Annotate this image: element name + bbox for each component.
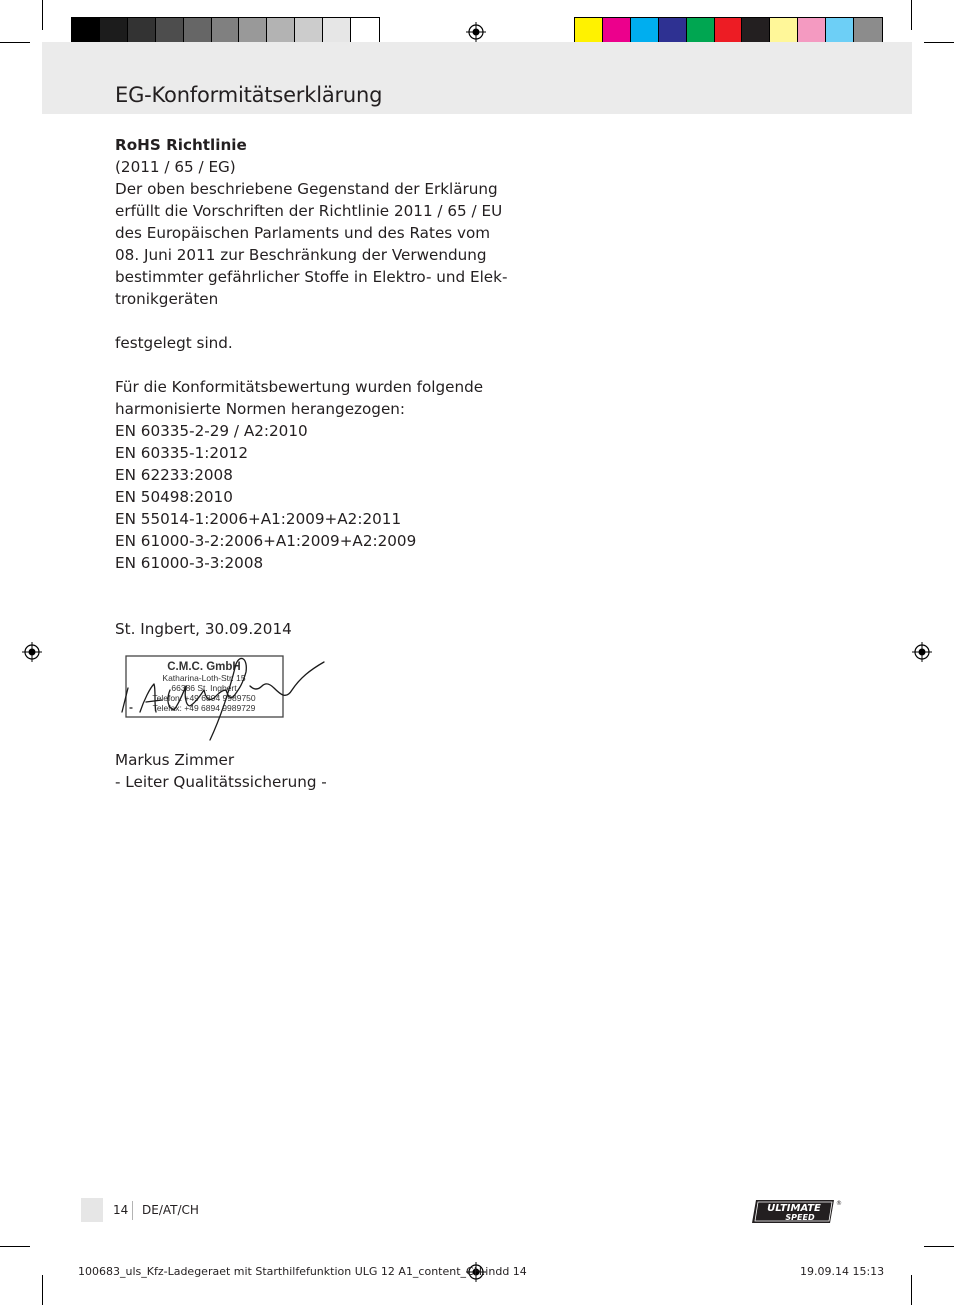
slug-date: 19.09.14 15:13 [800, 1265, 885, 1278]
crop-mark [924, 1246, 954, 1247]
logo-word-bottom: SPEED [785, 1213, 815, 1222]
place-date: St. Ingbert, 30.09.2014 [115, 620, 292, 638]
norm-item: EN 55014-1:2006+A1:2009+A2:2011 [115, 510, 402, 528]
body-line: 08. Juni 2011 zur Beschränkung der Verwendung [115, 246, 487, 264]
stamp-company: C.M.C. GmbH [167, 661, 241, 673]
stamp-phone: Telefon: +49 6894 9989750 [152, 693, 256, 703]
signer-name: Markus Zimmer [115, 751, 235, 769]
region-label: DE/AT/CH [142, 1203, 199, 1217]
slug-filename: 100683_uls_Kfz-Ladegeraet mit Starthilfefunktion ULG 12 A1_content_CH.indd 14 [78, 1265, 527, 1278]
ultimate-speed-logo [752, 1197, 842, 1227]
logo-registered-mark: ® [836, 1200, 842, 1207]
body-line: Der oben beschriebene Gegenstand der Erklärung [115, 180, 498, 198]
body-line: tronikgeräten [115, 290, 219, 308]
footer-divider [132, 1201, 133, 1220]
crop-mark [0, 1246, 30, 1247]
norm-item: EN 50498:2010 [115, 488, 233, 506]
crop-mark [911, 1275, 912, 1305]
stamp-fax: Telefax: +49 6894 9989729 [152, 703, 256, 713]
body-line: bestimmter gefährlicher Stoffe in Elektro- und Elek- [115, 268, 508, 286]
registration-mark-icon [466, 22, 486, 42]
body-line: des Europäischen Parlaments und des Rates vom [115, 224, 491, 242]
stamp-street: Katharina-Loth-Str. 15 [162, 673, 246, 683]
norm-item: EN 62233:2008 [115, 466, 233, 484]
crop-mark [42, 1275, 43, 1305]
body-line: erfüllt die Vorschriften der Richtlinie 2011 / 65 / EU [115, 202, 503, 220]
norm-item: EN 61000-3-2:2006+A1:2009+A2:2009 [115, 532, 417, 550]
page-title: EG-Konformitätserklärung [115, 83, 383, 107]
body-line: festgelegt sind. [115, 334, 233, 352]
signer-role: - Leiter Qualitätssicherung - [115, 773, 327, 791]
company-stamp [110, 650, 340, 750]
norm-item: EN 61000-3-3:2008 [115, 554, 264, 572]
crop-mark [0, 42, 30, 43]
body-line: (2011 / 65 / EG) [115, 158, 236, 176]
section-heading: RoHS Richtlinie [115, 136, 247, 154]
body-line: harmonisierte Normen herangezogen: [115, 400, 406, 418]
stamp-city: 66386 St. Ingbert [171, 683, 237, 693]
body-line: Für die Konformitätsbewertung wurden folgende [115, 378, 484, 396]
page-number: 14 [113, 1203, 129, 1217]
registration-mark-icon [22, 642, 42, 662]
page-number-box [81, 1198, 103, 1222]
crop-mark [924, 42, 954, 43]
logo-word-top: ULTIMATE [767, 1203, 821, 1214]
norm-item: EN 60335-1:2012 [115, 444, 249, 462]
norm-item: EN 60335-2-29 / A2:2010 [115, 422, 308, 440]
crop-mark [911, 0, 912, 30]
crop-mark [42, 0, 43, 30]
registration-mark-icon [912, 642, 932, 662]
